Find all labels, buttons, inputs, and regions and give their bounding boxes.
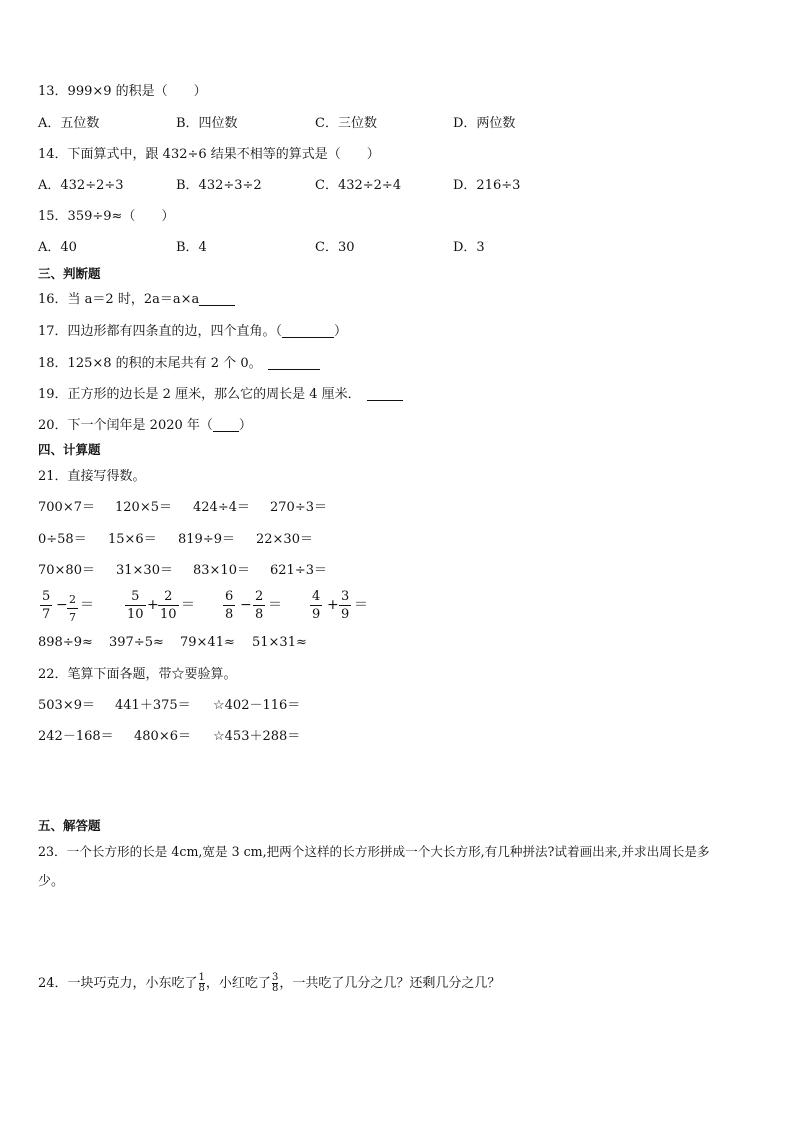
q22-item: 441＋375＝	[115, 698, 191, 713]
q15-option-b[interactable]: B．4	[176, 240, 207, 255]
fraction: 2 10	[160, 589, 177, 622]
q14-option-b[interactable]: B．432÷3÷2	[176, 178, 262, 193]
q20-answer-blank[interactable]	[213, 417, 239, 432]
q17	[38, 323, 347, 341]
q13-option-a[interactable]: A．五位数	[38, 116, 100, 131]
q19-answer-blank[interactable]	[367, 386, 403, 401]
q14-stem: 14．下面算式中，跟 432÷6 结果不相等的算式是（ ）	[38, 147, 380, 162]
q15-option-a[interactable]: A．40	[38, 240, 77, 255]
q24-text-2: ，小红吃了	[205, 976, 271, 991]
equals: ＝	[181, 597, 195, 613]
fraction: 3 9	[341, 589, 350, 622]
operator: +	[327, 597, 339, 613]
operator: −	[240, 597, 252, 613]
q20-paren-close: ）	[238, 418, 252, 433]
q15-option-c[interactable]: C．30	[315, 240, 355, 255]
q13-option-b[interactable]: B．四位数	[176, 116, 238, 131]
q24-text-1: 24．一块巧克力，小东吃了	[38, 976, 198, 991]
q21-item: 621÷3＝	[270, 563, 327, 578]
q19-text: 19．正方形的边长是 2 厘米，那么它的周长是 4 厘米．	[38, 387, 361, 402]
q24-fraction-1: $\frac{1}{8}$	[198, 972, 205, 994]
fraction: 2 7	[69, 593, 76, 624]
q16-answer-blank[interactable]	[199, 291, 235, 306]
q21-item: 0÷58＝	[38, 532, 87, 547]
q21-item: 397÷5≈	[109, 635, 164, 650]
q21-item: 83×10＝	[193, 563, 250, 578]
q21-item: 31×30＝	[116, 563, 173, 578]
q22-item: 242－168＝	[38, 729, 114, 744]
q21-item: 424÷4＝	[193, 500, 250, 515]
q22-item: 480×6＝	[134, 729, 191, 744]
q21-item: 700×7＝	[38, 500, 95, 515]
q21-item: 15×6＝	[108, 532, 157, 547]
q15-option-d[interactable]: D．3	[453, 240, 485, 255]
section-title-calculation: 四、计算题	[38, 442, 101, 457]
fraction: 5 7	[42, 589, 51, 622]
fraction: 4 9	[312, 589, 321, 622]
q21-item: 51×31≈	[252, 635, 307, 650]
equals: ＝	[268, 597, 282, 613]
q19	[38, 386, 403, 404]
q14-option-a[interactable]: A．432÷2÷3	[38, 178, 124, 193]
q24	[38, 971, 500, 997]
q13-stem: 13．999×9 的积是（ ）	[38, 84, 207, 99]
q21-item: 270÷3＝	[270, 500, 327, 515]
q14-option-c[interactable]: C．432÷2÷4	[315, 178, 402, 193]
q21-stem: 21．直接写得数。	[38, 469, 146, 484]
equals: ＝	[354, 597, 368, 613]
q21-item: 120×5＝	[115, 500, 172, 515]
q23-line-1: 23．一个长方形的长是 4cm,宽是 3 cm,把两个这样的长方形拼成一个大长方形,有几种拼法?试着画出来,并求出周长是多	[38, 844, 710, 859]
q23-line-2: 少。	[38, 874, 65, 889]
q21-item: 79×41≈	[180, 635, 235, 650]
q22-item: 503×9＝	[38, 698, 95, 713]
q18	[38, 355, 320, 373]
q22-stem: 22．笔算下面各题，带☆要验算。	[38, 667, 237, 682]
q17-paren-close: ）	[334, 324, 348, 339]
q18-answer-blank[interactable]	[268, 355, 320, 370]
fraction: 2 8	[255, 589, 264, 622]
section-title-word-problems: 五、解答题	[38, 818, 101, 833]
q22-item: ☆453＋288＝	[213, 729, 301, 744]
q21-item: 22×30＝	[256, 532, 313, 547]
operator: +	[147, 597, 159, 613]
q24-fraction-2: $\frac{3}{8}$	[271, 972, 279, 994]
q21-item: 819÷9＝	[178, 532, 235, 547]
q17-text: 17．四边形都有四条直的边，四个直角。（	[38, 324, 283, 339]
q13-option-d[interactable]: D．两位数	[453, 116, 516, 131]
q18-text: 18．125×8 的积的末尾共有 2 个 0。	[38, 356, 262, 371]
fraction: 6 8	[225, 589, 234, 622]
q16	[38, 291, 235, 309]
q17-answer-blank[interactable]	[282, 323, 334, 338]
equals: ＝	[80, 597, 94, 613]
section-title-judgement: 三、判断题	[38, 266, 101, 281]
q13-option-c[interactable]: C．三位数	[315, 116, 377, 131]
operator: −	[56, 597, 68, 613]
q22-item: ☆402－116＝	[213, 698, 301, 713]
q24-text-3: ，一共吃了几分之几？还剩几分之几？	[279, 976, 501, 991]
q21-item: 70×80＝	[38, 563, 95, 578]
q15-stem: 15．359÷9≈（ ）	[38, 209, 175, 224]
q20-text: 20．下一个闰年是 2020 年（	[38, 418, 213, 433]
q16-text: 16．当 a＝2 时，2a＝a×a	[38, 292, 200, 307]
fraction: 5 10	[127, 589, 144, 622]
q14-option-d[interactable]: D．216÷3	[453, 178, 521, 193]
q21-item: 898÷9≈	[38, 635, 93, 650]
q20	[38, 417, 252, 435]
